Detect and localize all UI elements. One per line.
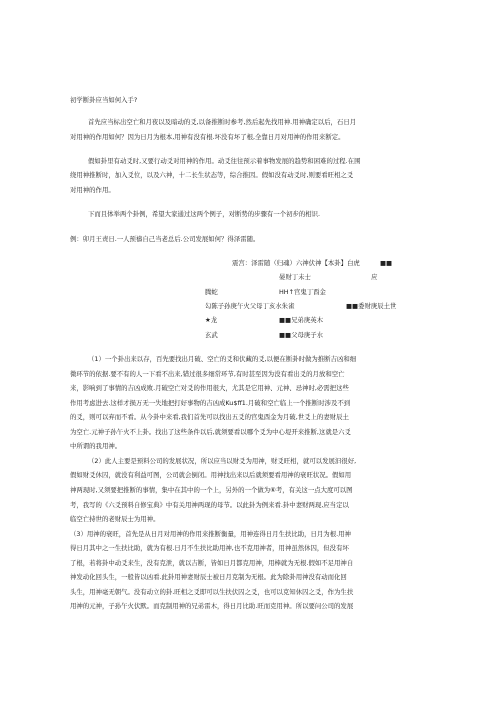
body-line: 神两现时,又须要把推断的事情，集中在其中的一个上，另外的一个做为⑥考，有关这一点大度可以图 <box>70 486 353 494</box>
body-line: 考，我写的《六爻预料自修宝典》中有关用神两现的母节。以此卦为例来看.卦中妻财两现,应当定以 <box>70 500 349 509</box>
body-line: 微环节的依据.要不有的人一下看不出来,错过很多细常环节,有时甚至因为没有看出爻的月放和空亡 <box>70 369 345 378</box>
hexagram-row4: 勾陈子孙庚午火父母丁亥水朱雀 <box>205 302 295 310</box>
para3: 下而且体举两个卦例，希望大家通过这两个例子，对断势的步骤有一个初步的相识. <box>88 210 321 218</box>
hexagram-row3-left: 腾蛇 <box>205 288 218 296</box>
hexagram-title: 震宫：泽雷随（归魂）六神伏神【本卦】白虎 <box>232 259 360 267</box>
para2-line-3: 对用神的作用。 <box>70 186 115 194</box>
body-line: 临空亡持世的老财辰士为用神。 <box>70 515 160 523</box>
body-line: 得日月其中之一生扶比助，就为有根.日月不生扶比助用神,也不克用神者，用神虽然休囚，但没有坏 <box>70 544 349 553</box>
body-line: （3）用神的衰旺，首先是从日月对用神的作用来推断衡量，用神连得日月生扶比助，日月为根.用神 <box>70 529 351 538</box>
hexagram-row4-right: ■■委财庚辰土世 <box>346 302 397 310</box>
heading: 初学断卦应当如何入手? <box>70 96 138 104</box>
hexagram-row2: 晏财丁未士 <box>279 273 311 281</box>
body-line: （2）此人主要是预料公司的发展状况，所以应当以财爻为用神，财爻旺相，就可以发展汩很好, <box>88 456 357 465</box>
hexagram-row3-mid: HH↑官鬼丁酉金 <box>279 288 326 296</box>
body-line: 神发动化回头生，一般皆以凶看.此卦用神妻财辰士被日月克制为无根。此为除卦用神没有动而化回 <box>70 573 347 582</box>
para2-line-2: 绕用神推断时，加入爻位，以及六神，十二长生状态等，综合推因。假如没有动爻时,则要看旺相之爻 <box>70 171 354 179</box>
hexagram-row2-right: 应 <box>371 273 378 281</box>
body-line: 中所谓的我用神。 <box>70 442 122 451</box>
body-line: （1）一个卦出来以存，百先要找出月破、空亡的爻和伏藏的爻,以便在断卦时做为推断吉凶和细 <box>88 355 357 363</box>
body-line: 假如财爻休囚，就没有利益可图，公司就会倒闭。用神找出来以后就须要看用神的衰旺状况。假如用 <box>70 471 352 480</box>
hexagram-title-mark: ■■ <box>380 259 393 267</box>
example-line: 例：卯月王责日.一人预禱自己当老总后.公司发展如何？得泽雷随。 <box>70 235 260 243</box>
body-line: 来，影响到了事情的吉凶成败.月破空亡对爻的作用很大，尤其是它用神、元神、忌神时,必需把这些 <box>70 384 349 393</box>
hexagram-row6-left: 玄武 <box>205 331 218 339</box>
para2-line-1: 假如卦里有动爻时,又要行动爻对用神的作用。动爻往往预示着事物发展的趋势和困难的过程.在围 <box>88 157 361 165</box>
para1-line-1: 首先应当标出空亡和月夜以及暗动的爻,以备推断时参考,然后起先找用神.用神确定以后，石日月 <box>88 118 357 126</box>
para1-line-2: 对用神的作用如何？因为日月为根本,用神有没有根.坏没有坏了根,全靠日月对用神的作用来断定。 <box>70 133 345 141</box>
body-line: 头生，用神毫无朝气。没有动立的卦.旺相之爻即可以生扶伏囚之爻，也可以克知休囚之爻，作为生扶 <box>70 587 354 596</box>
hexagram-row5-mid: ■■兄弟庚英木 <box>279 316 324 324</box>
body-line: 用神的元神，子孙午火伏默。而克制用神的兄弟雷木，得日月比助.旺而克用神。所以要问公司的发展 <box>70 602 354 611</box>
body-line: 为空亡.元神子孙午火不上卦。找出了这些条件以后,就须要看以哪个爻为中心堤开来推断,这就是六爻 <box>70 427 351 436</box>
body-line: 了根，若将卦中动爻来生，没有克泄，就以吉断，皆如日月都克用神，用棒就为无根.假如不足用神自 <box>70 558 354 567</box>
hexagram-row5-left: ★龙 <box>205 316 218 324</box>
body-line: 的爻，则可以弃而不看。从今卦中来看,我们首先可以找出五爻的官鬼酉金为月破,世爻上的妻财辰土 <box>70 413 349 422</box>
hexagram-row6-mid: ■■父母庚子水 <box>279 331 324 339</box>
body-line: 作用考虑进去.这样才损万无一失地把打好事物的吉凶成Ku$ff1.月破和空亡临上一个推断时涉及不到 <box>70 398 351 407</box>
